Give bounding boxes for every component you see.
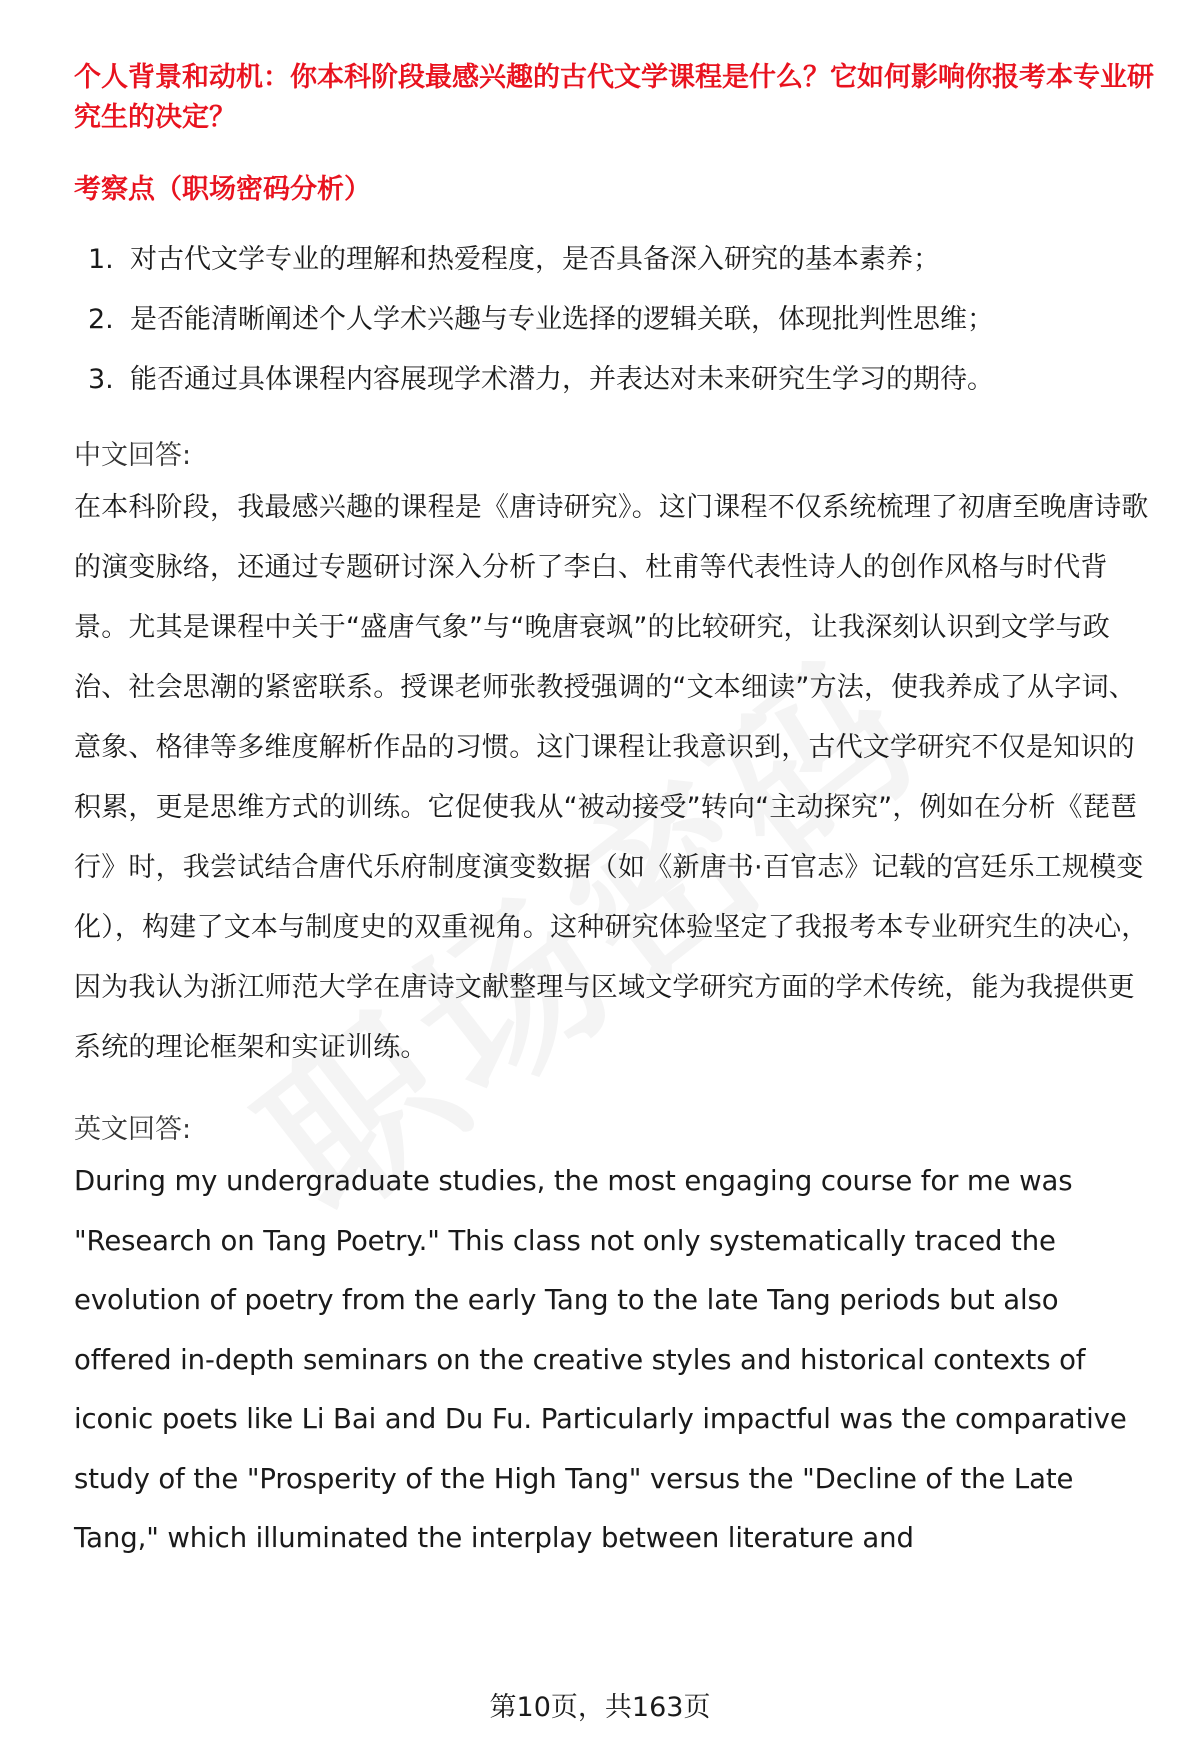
page-number-footer: 第10页，共163页 (489, 1692, 711, 1723)
english-answer-text: During my undergraduate studies, the most engaging course for me was "Research on Tang Poetry." This class not only systematically traced the evolution of poetry from the early Tang to the late Tang periods but also offered in-depth seminars on the creative styles and historical contexts of iconic poets like Li Bai and Du Fu. Particularly impactful was the comparative study of the "Prosperity of the High Tang" versus the "Decline of the Late Tang," which illuminated the interplay between literature and (74, 1165, 1127, 1554)
points-title: 考察点（职场密码分析） (74, 174, 371, 205)
list-item-number: 2. (88, 304, 114, 335)
english-answer-label: 英文回答: (74, 1114, 192, 1145)
list-item-number: 1. (88, 244, 114, 275)
chinese-answer-text: 在本科阶段，我最感兴趣的课程是《唐诗研究》。这门课程不仅系统梳理了初唐至晚唐诗歌的演变脉络，还通过专题研讨深入分析了李白、杜甫等代表性诗人的创作风格与时代背景。尤其是课程中关于“盛唐气象”与“晚唐衰飒”的比较研究，让我深刻认识到文学与政治、社会思潮的紧密联系。授课老师张教授强调的“文本细读”方法，使我养成了从字词、意象、格律等多维度解析作品的习惯。这门课程让我意识到，古代文学研究不仅是知识的积累，更是思维方式的训练。它促使我从“被动接受”转向“主动探究”，例如在分析《琵琶行》时，我尝试结合唐代乐府制度演变数据（如《新唐书·百官志》记载的宫廷乐工规模变化），构建了文本与制度史的双重视角。这种研究体验坚定了我报考本专业研究生的决心，因为我认为浙江师范大学在唐诗文献整理与区域文学研究方面的学术传统，能为我提供更系统的理论框架和实证训练。 (74, 492, 1149, 1063)
list-item-text: 能否通过具体课程内容展现学术潜力，并表达对未来研究生学习的期待。 (130, 364, 994, 395)
list-item-number: 3. (88, 364, 114, 395)
document-page (74, 58, 1154, 1569)
list-item-text: 对古代文学专业的理解和热爱程度，是否具备深入研究的基本素养； (130, 244, 940, 275)
list-item (74, 300, 1154, 340)
list-item (74, 360, 1154, 400)
question-heading: 个人背景和动机：你本科阶段最感兴趣的古代文学课程是什么？它如何影响你报考本专业研究生的决定？ (74, 62, 1154, 133)
points-list (74, 240, 1154, 400)
list-item (74, 240, 1154, 280)
list-item-text: 是否能清晰阐述个人学术兴趣与专业选择的逻辑关联，体现批判性思维； (130, 304, 994, 335)
chinese-answer-label: 中文回答: (74, 440, 192, 471)
